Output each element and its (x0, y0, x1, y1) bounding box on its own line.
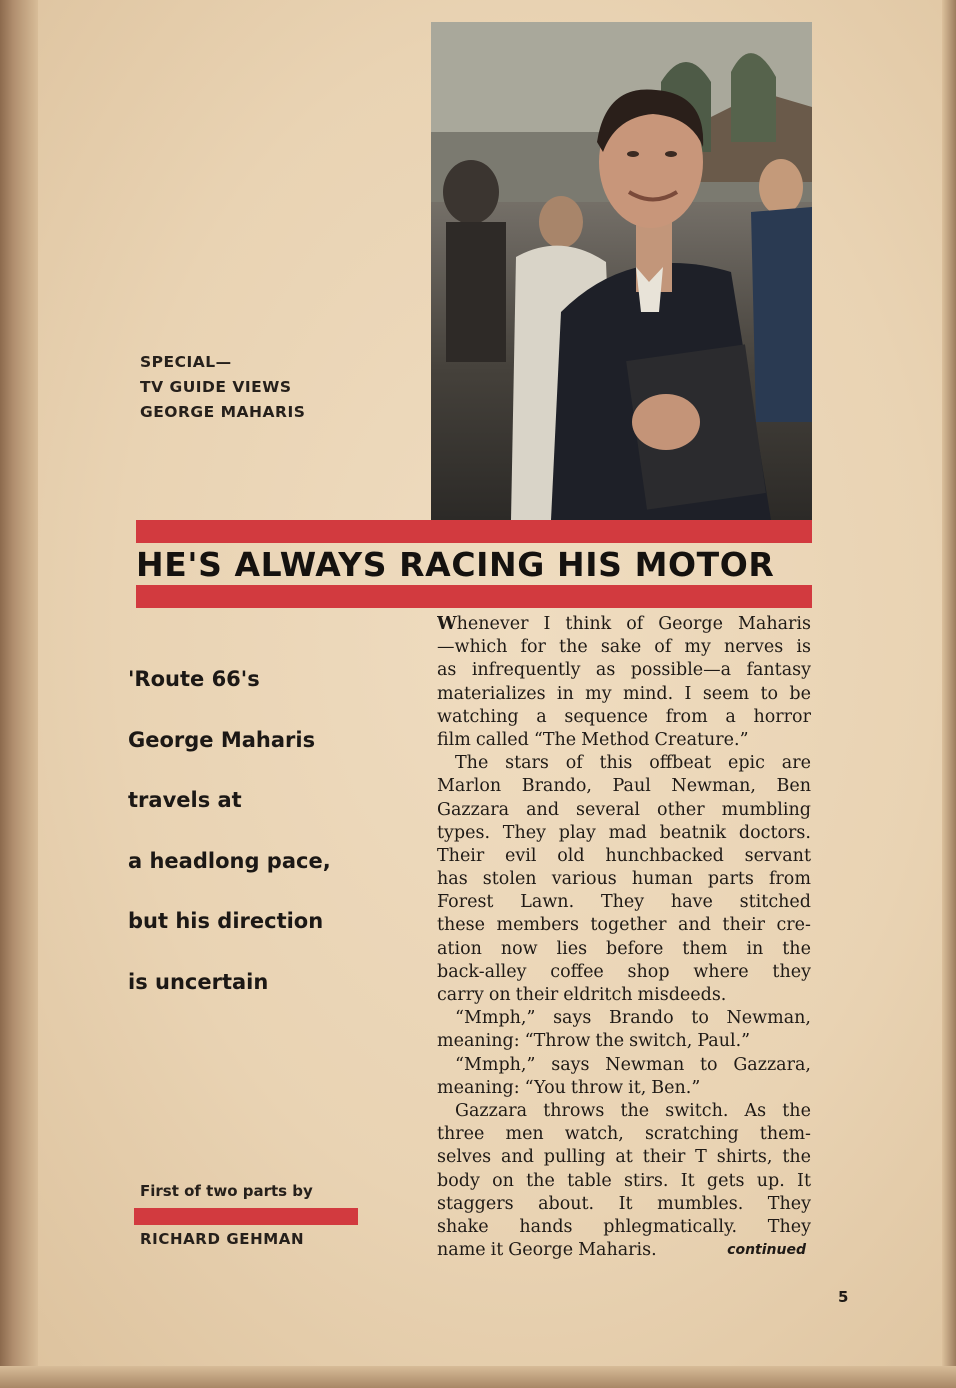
article-line: carry on their eldritch misdeeds. (437, 985, 727, 1005)
article-line: Their evil old hunchbacked servant (437, 845, 811, 866)
article-line: film called “The Method Creature.” (437, 729, 749, 750)
article-line: selves and pulling at their T shirts, the (437, 1147, 811, 1168)
byline-author: RICHARD GEHMAN (140, 1230, 305, 1248)
article-line: —which for the sake of my nerves is (437, 637, 811, 658)
article-line: types. They play mad beatnik doctors. (437, 822, 811, 843)
article-line: Gazzara and several other mumbling (437, 799, 811, 820)
deck-line: but his direction (128, 909, 324, 933)
page-right-edge (942, 0, 956, 1388)
deck-line: is uncertain (128, 969, 269, 994)
article-line: “Mmph,” says Newman to Gazzara, (455, 1054, 811, 1075)
continued-label: continued (727, 1242, 806, 1259)
headline: HE'S ALWAYS RACING HIS MOTOR (136, 545, 775, 584)
article-body (437, 613, 811, 1262)
article-line: materializes in my mind. I seem to be (437, 683, 811, 704)
article-line: three men watch, scratching them- (437, 1124, 811, 1145)
article-line: shake hands phlegmatically. They (437, 1216, 811, 1237)
deck (128, 667, 408, 1030)
page-spine-shadow (0, 0, 38, 1388)
page-bottom-edge (0, 1366, 956, 1388)
deck-line: travels at (128, 788, 242, 812)
article-line: staggers about. It mumbles. They (437, 1193, 811, 1214)
article-line: Forest Lawn. They have stitched (437, 892, 811, 913)
kicker-line: GEORGE MAHARIS (140, 403, 306, 421)
byline-bar (134, 1208, 358, 1225)
kicker (140, 350, 400, 425)
article-line: “Mmph,” says Brando to Newman, (455, 1008, 811, 1029)
article-line: has stolen various human parts from (437, 869, 811, 890)
article-line: Gazzara throws the switch. As the (455, 1100, 811, 1121)
byline-prefix: First of two parts by (140, 1182, 313, 1200)
kicker-line: TV GUIDE VIEWS (140, 378, 292, 396)
deck-line: 'Route 66's (128, 667, 260, 691)
portrait-photo-illustration (431, 22, 812, 520)
article-line: body on the table stirs. It gets up. It (437, 1170, 811, 1191)
article-line: these members together and their cre- (437, 915, 811, 936)
article-line: meaning: “Throw the switch, Paul.” (437, 1031, 751, 1052)
article-line: watching a sequence from a horror (437, 706, 811, 727)
article-line: ation now lies before them in the (437, 938, 811, 959)
headline-bar-top (136, 520, 812, 543)
portrait-photo (431, 22, 812, 520)
article-line: back-alley coffee shop where they (437, 961, 811, 982)
article-line: name it George Maharis. continued (437, 1239, 811, 1262)
deck-line: a headlong pace, (128, 848, 331, 873)
article-line: The stars of this offbeat epic are (455, 753, 811, 774)
deck-line: George Maharis (128, 727, 316, 752)
article-line: Whenever I think of George Maharis (437, 614, 811, 634)
kicker-line: SPECIAL— (140, 353, 232, 371)
article-line: as infrequently as possible—a fantasy (437, 660, 811, 681)
headline-bar-bottom (136, 585, 812, 608)
article-line: meaning: “You throw it, Ben.” (437, 1077, 701, 1098)
article-line: Marlon Brando, Paul Newman, Ben (437, 776, 811, 797)
page-number: 5 (838, 1288, 849, 1306)
